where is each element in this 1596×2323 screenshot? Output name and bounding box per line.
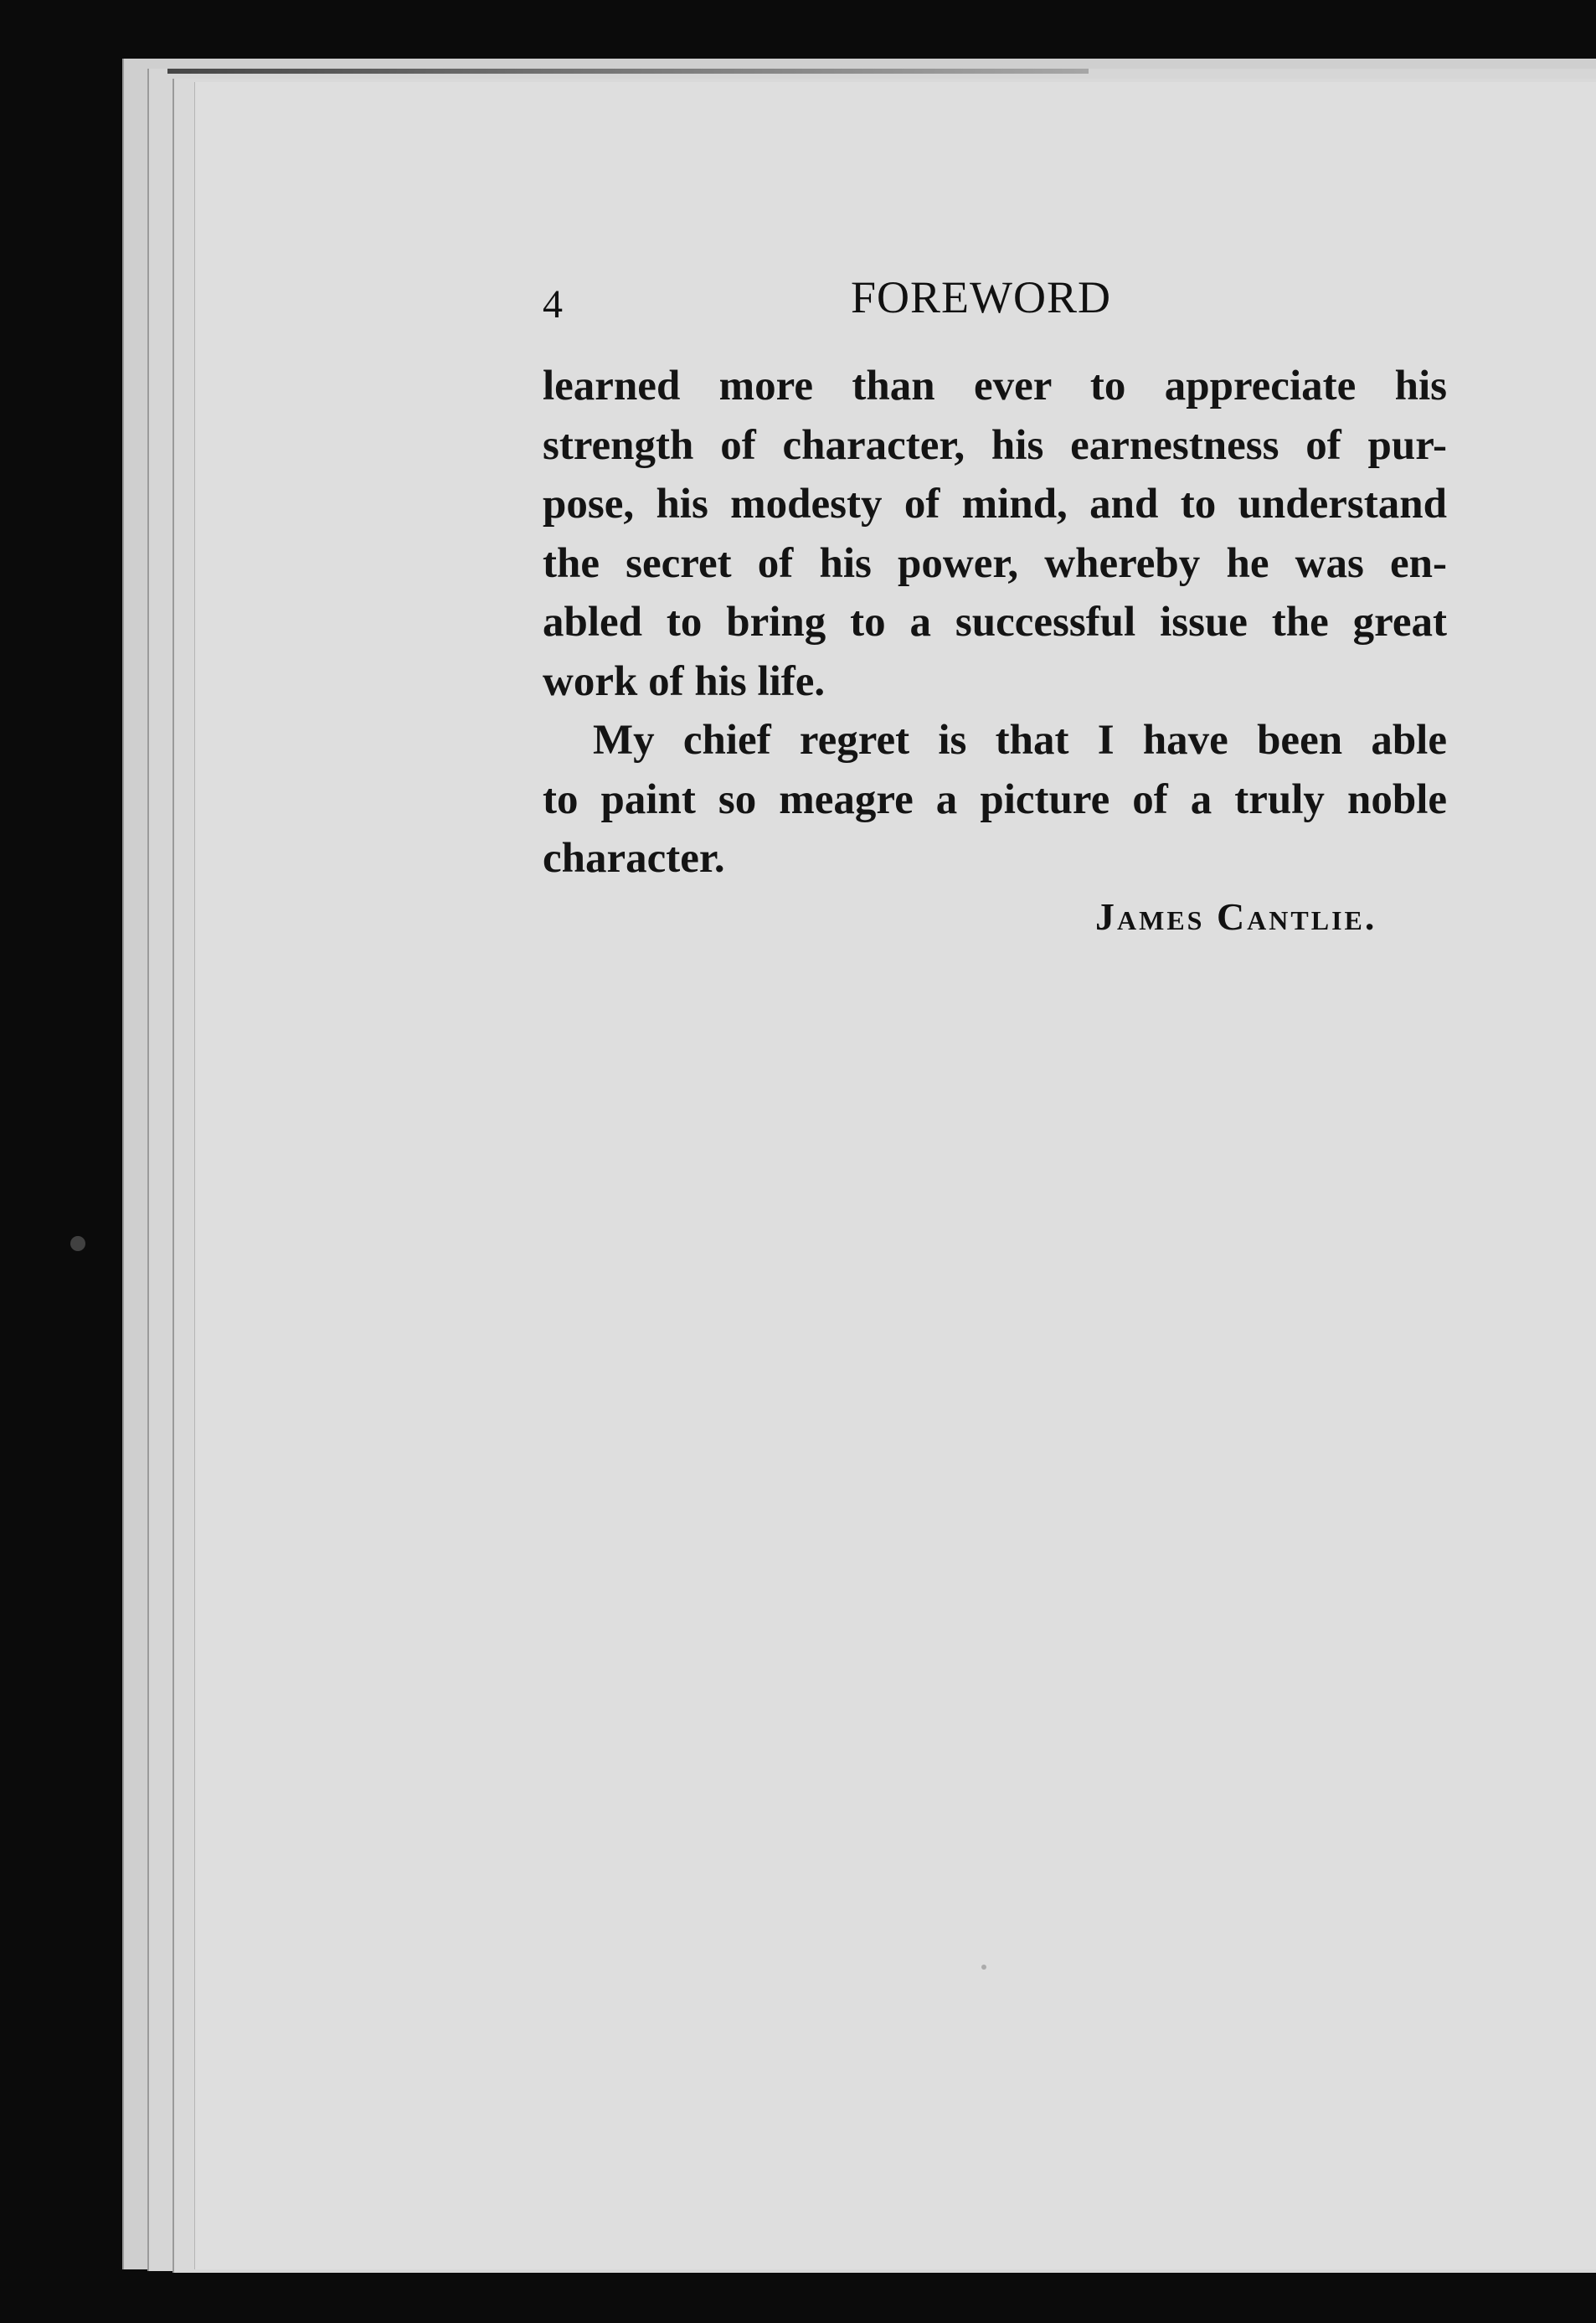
- text-line: to paint so meagre a picture of a truly noble: [543, 775, 1447, 823]
- scan-speck: [70, 1236, 85, 1251]
- text-line: abled to bring to a successful issue the great: [543, 599, 1447, 646]
- page-number: 4: [543, 282, 563, 327]
- text-line: work of his life.: [543, 657, 826, 705]
- page-header: [543, 266, 1447, 333]
- text-line: strength of character, his earnestness of pur-: [543, 421, 1447, 469]
- text-line: My chief regret is that I have been able: [593, 717, 1447, 764]
- text-line: learned more than ever to appreciate his: [543, 363, 1447, 409]
- signature: James Cantlie.: [1095, 895, 1377, 938]
- top-edge-shadow: [167, 69, 1089, 74]
- running-head: FOREWORD: [851, 272, 1112, 322]
- text-line: character.: [543, 835, 725, 882]
- text-line: the secret of his power, whereby he was en-: [543, 539, 1447, 587]
- foreword-text: [543, 357, 1447, 889]
- scan-speck: [981, 1965, 986, 1970]
- text-line: pose, his modesty of mind, and to understand: [543, 481, 1447, 528]
